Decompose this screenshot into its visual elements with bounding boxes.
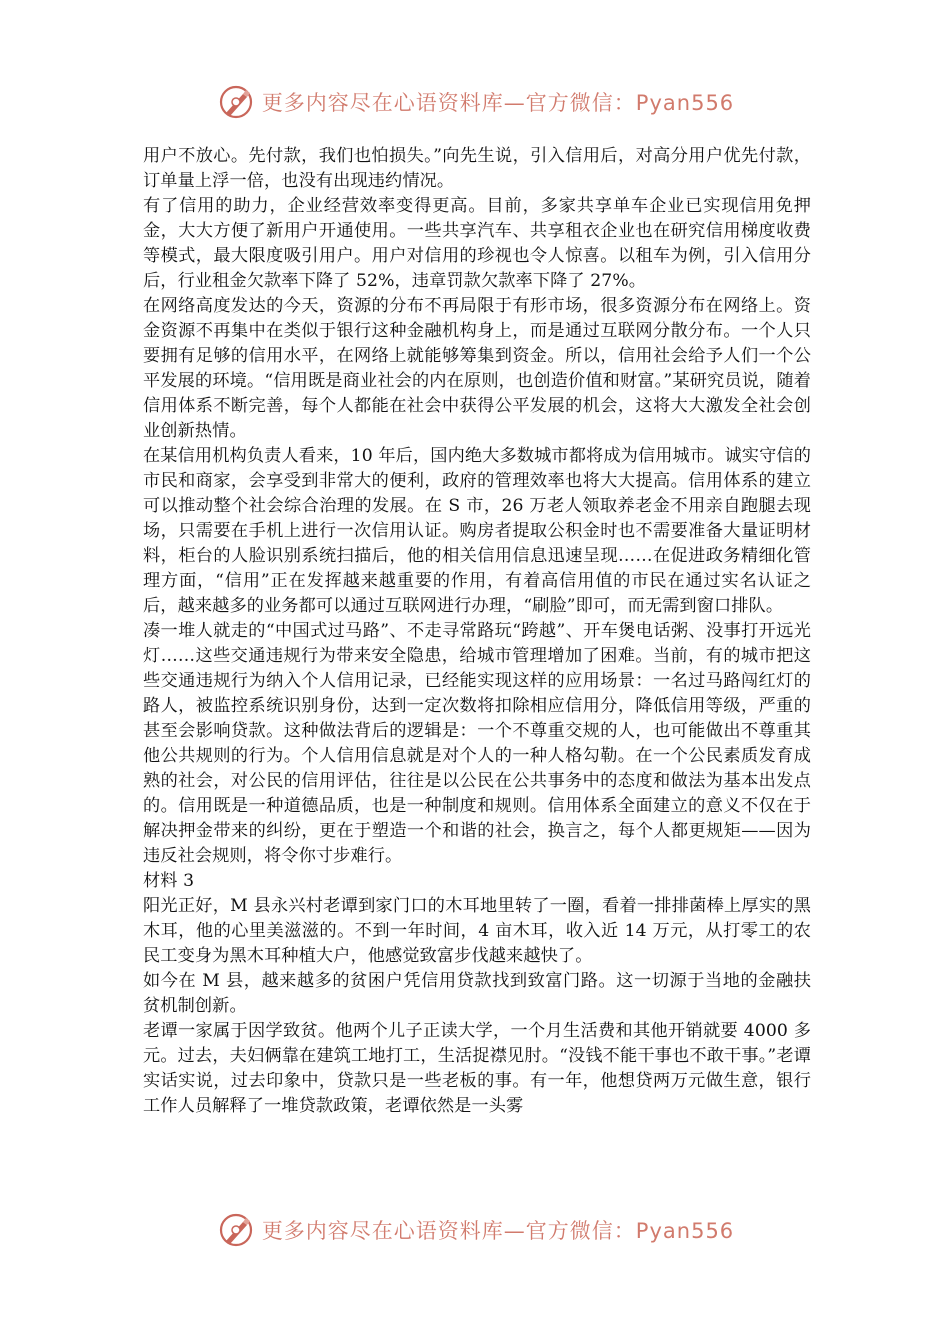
paragraph: 在某信用机构负责人看来，10 年后，国内绝大多数城市都将成为信用城市。诚实守信的市民和商家，会享受到非常大的便利，政府的管理效率也将大大提高。信用体系的建立可以推动整个社会综合治理的发展。在 S 市，26 万老人领取养老金不用亲自跑腿去现场，只需要在手机上进行一次信用认证。购房者提取公积金时也不需要准备大量证明材料，柜台的人脸识别系统扫描后，他的相关信用信息迅速呈现……在促进政务精细化管理方面，“信用”正在发挥越来越重要的作用，有着高信用值的市民在通过实名认证之后，越来越多的业务都可以通过互联网进行办理，“刷脸”即可，而无需到窗口排队。 — [143, 446, 811, 616]
paragraph: 凑一堆人就走的“中国式过马路”、不走寻常路玩“跨越”、开车煲电话粥、没事打开远光灯……这些交通违规行为带来安全隐患，给城市管理增加了困难。当前，有的城市把这些交通违规行为纳入个人信用记录，已经能实现这样的应用场景：一名过马路闯红灯的路人，被监控系统识别身份，达到一定次数将扣除相应信用分，降低信用等级，严重的甚至会影响贷款。这种做法背后的逻辑是：一个不尊重交规的人，也可能做出不尊重其他公共规则的行为。个人信用信息就是对个人的一种人格勾勒。在一个公民素质发育成熟的社会，对公民的信用评估，往往是以公民在公共事务中的态度和做法为基本出发点的。信用既是一种道德品质，也是一种制度和规则。信用体系全面建立的意义不仅在于解决押金带来的纠纷，更在于塑造一个和谐的社会，换言之，每个人都更规矩——因为违反社会规则，将令你寸步难行。 — [143, 621, 811, 866]
paragraph: 阳光正好，M 县永兴村老谭到家门口的木耳地里转了一圈，看着一排排菌棒上厚实的黑木耳，他的心里美滋滋的。不到一年时间，4 亩木耳，收入近 14 万元，从打零工的农民工变身为黑木耳种植大户，他感觉致富步伐越来越快了。 — [143, 896, 811, 966]
footer-banner-text: 更多内容尽在心语资料库—官方微信：Pyan556 — [261, 1219, 735, 1243]
pen-logo-icon — [216, 82, 256, 122]
paragraph: 用户不放心。先付款，我们也怕损失。”向先生说，引入信用后，对高分用户优先付款，订单量上浮一倍，也没有出现违约情况。 — [143, 146, 811, 191]
paragraph: 有了信用的助力，企业经营效率变得更高。目前，多家共享单车企业已实现信用免押金，大大方便了新用户开通使用。一些共享汽车、共享租衣企业也在研究信用梯度收费等模式，最大限度吸引用户。用户对信用的珍视也令人惊喜。以租车为例，引入信用分后，行业租金欠款率下降了 52%，违章罚款欠款率下降了 27%。 — [143, 196, 811, 291]
pen-logo-icon — [216, 1210, 256, 1250]
paragraph: 老谭一家属于因学致贫。他两个儿子正读大学，一个月生活费和其他开销就要 4000 多元。过去，夫妇俩靠在建筑工地打工，生活捉襟见肘。“没钱不能干事也不敢干事。”老谭实话实说，过去印象中，贷款只是一些老板的事。有一年，他想贷两万元做生意，银行工作人员解释了一堆贷款政策，老谭依然是一头雾 — [143, 1021, 811, 1116]
section-heading: 材料 3 — [143, 871, 195, 891]
header-banner-text: 更多内容尽在心语资料库—官方微信：Pyan556 — [261, 91, 735, 115]
footer-banner — [0, 1208, 950, 1252]
paragraph: 在网络高度发达的今天，资源的分布不再局限于有形市场，很多资源分布在网络上。资金资源不再集中在类似于银行这种金融机构身上，而是通过互联网分散分布。一个人只要拥有足够的信用水平，在网络上就能够筹集到资金。所以，信用社会给予人们一个公平发展的环境。“信用既是商业社会的内在原则，也创造价值和财富。”某研究员说，随着信用体系不断完善，每个人都能在社会中获得公平发展的机会，这将大大激发全社会创业创新热情。 — [143, 296, 811, 441]
paragraph: 如今在 M 县，越来越多的贫困户凭信用贷款找到致富门路。这一切源于当地的金融扶贫机制创新。 — [143, 971, 811, 1016]
document-body — [143, 144, 811, 1119]
header-banner — [0, 80, 950, 124]
